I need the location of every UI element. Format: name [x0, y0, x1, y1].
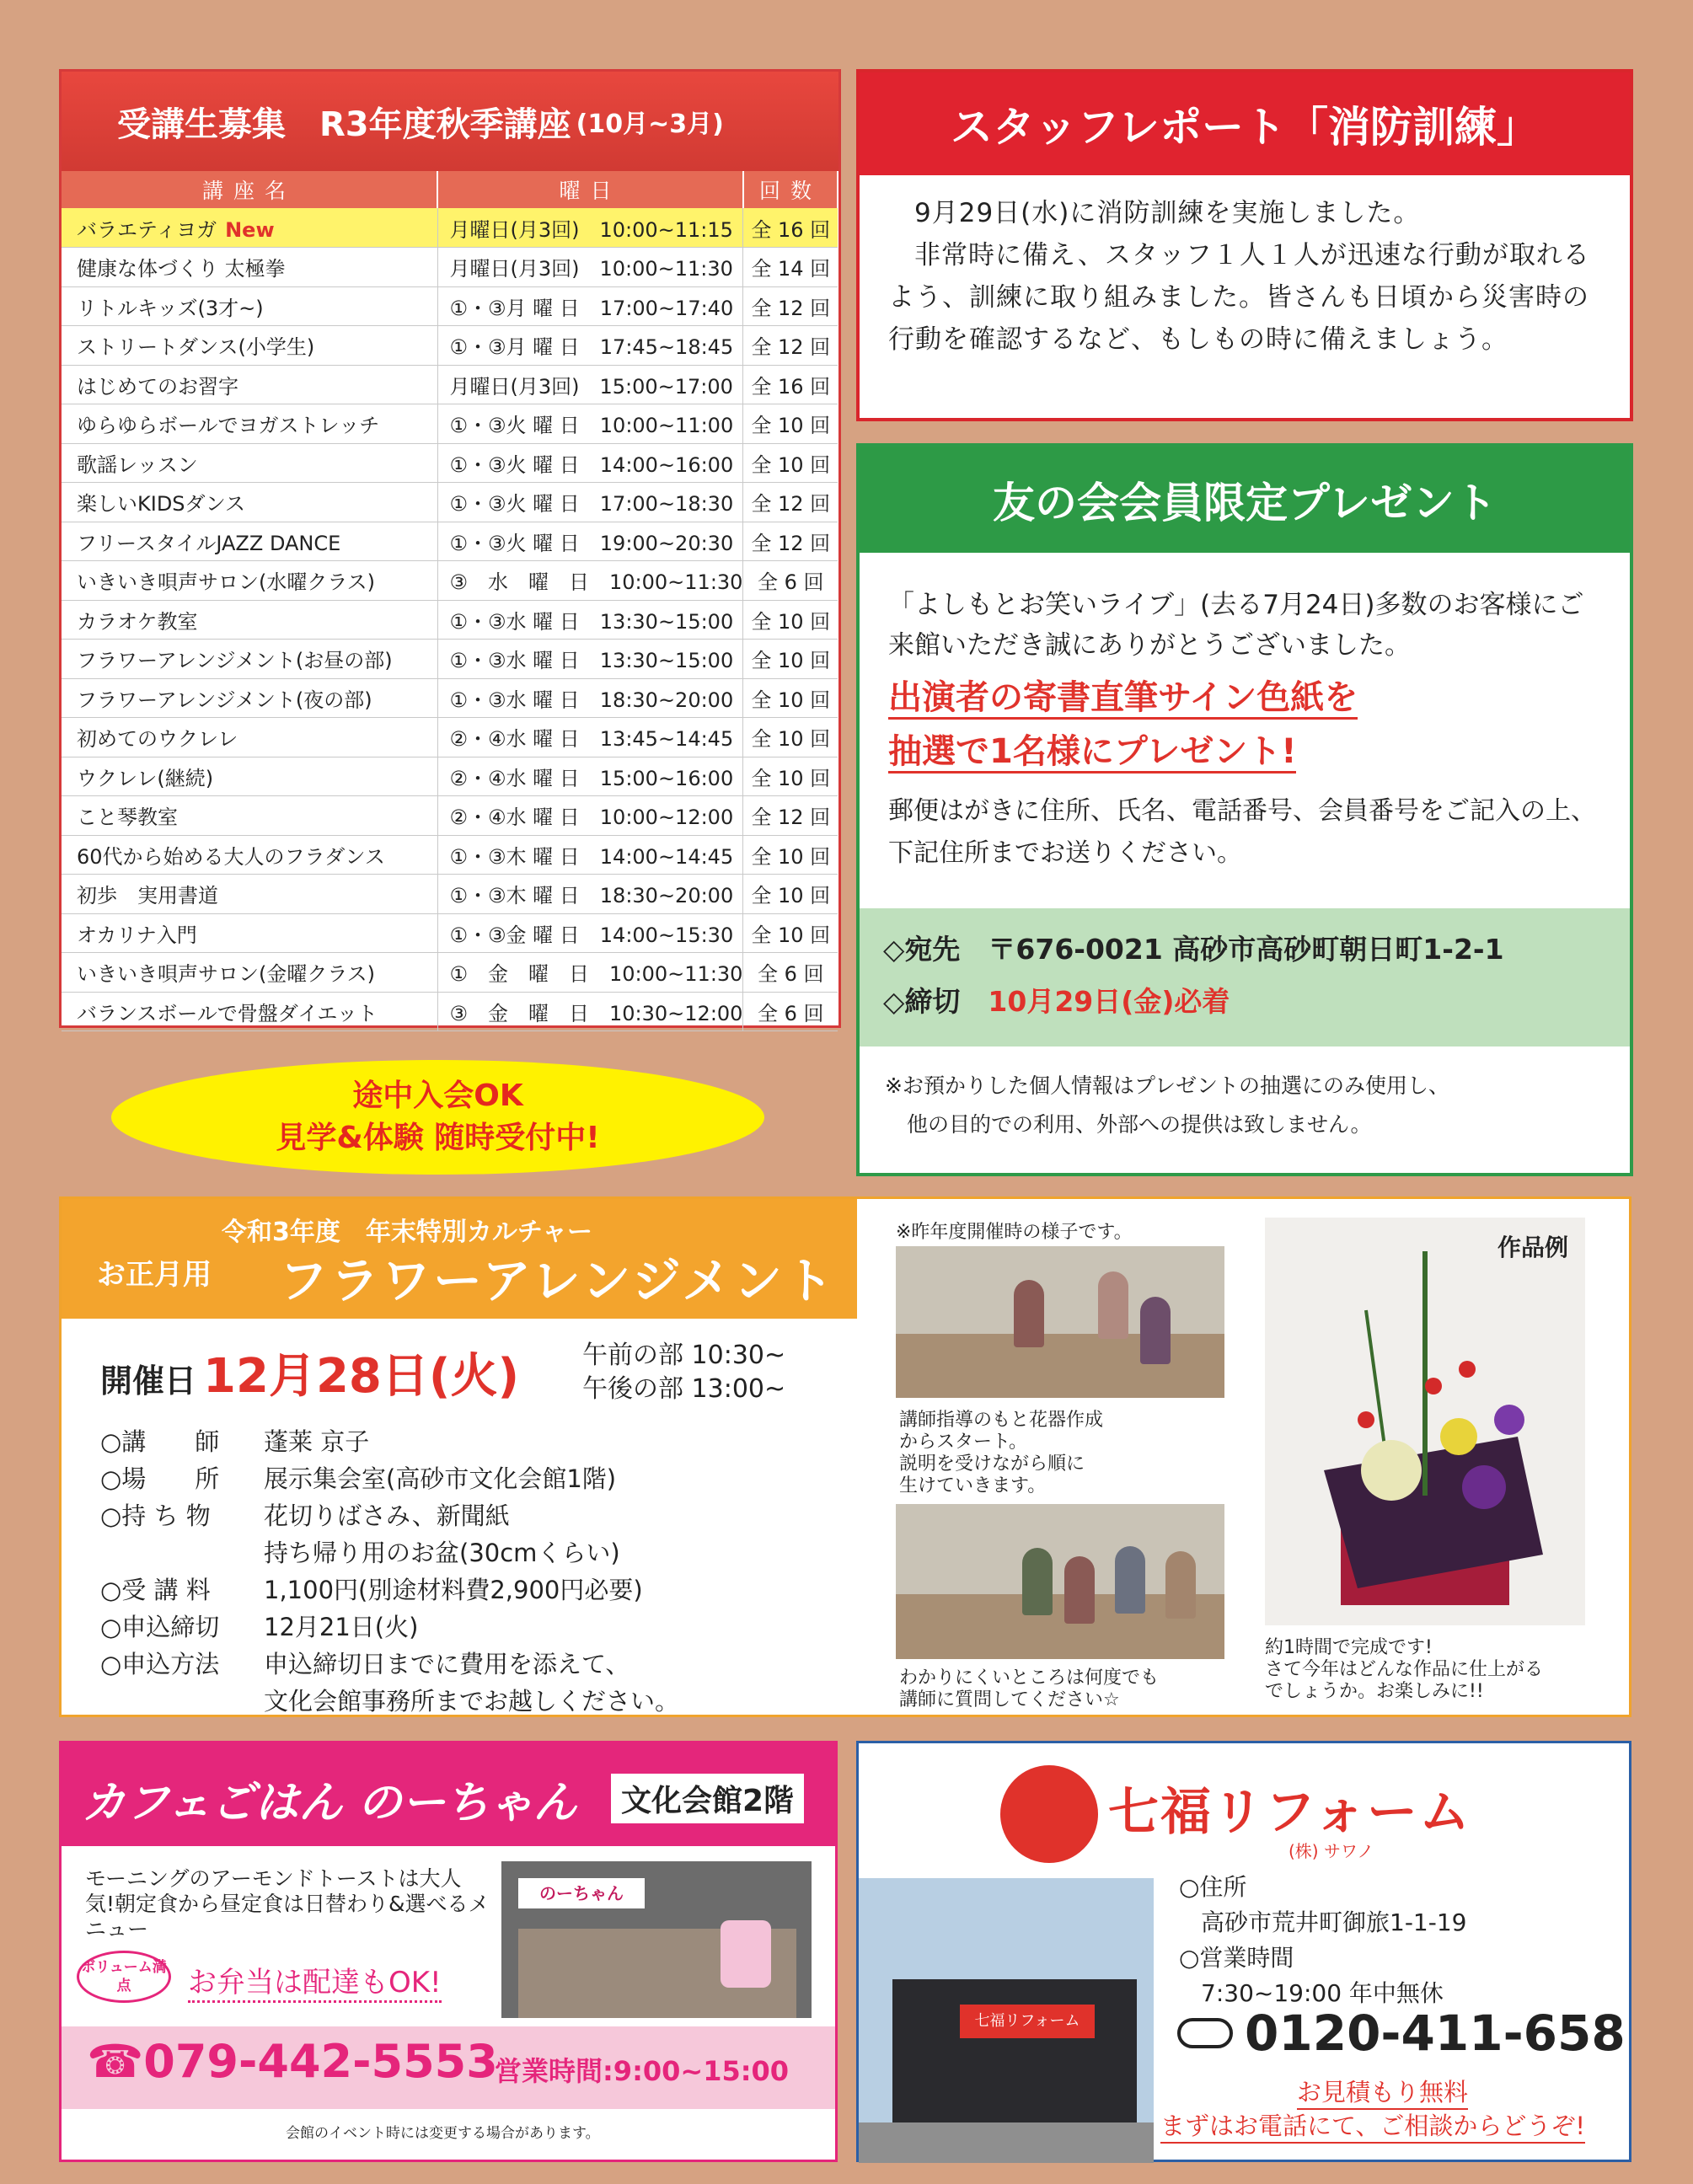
present-address-box — [860, 908, 1630, 1046]
detail-row — [100, 1609, 679, 1646]
detail-value: 蓬莱 京子 — [264, 1427, 370, 1456]
course-name — [62, 286, 437, 326]
course-name-text: フリースタイルJAZZ DANCE — [77, 531, 341, 555]
course-day: ②・④水 曜 日 13:45~14:45 — [437, 718, 743, 757]
table-row — [62, 561, 838, 601]
address-value: 〒676-0021 高砂市高砂町朝日町1-2-1 — [988, 933, 1504, 966]
course-count: 全 10 回 — [743, 600, 838, 640]
course-name-text: オカリナ入門 — [77, 923, 197, 947]
course-day: ①・③木 曜 日 18:30~20:00 — [437, 875, 743, 914]
reform-tel — [1177, 2005, 1626, 2062]
present-headline-1: 出演者の寄書直筆サイン色紙を — [888, 678, 1358, 720]
course-count: 全 10 回 — [743, 443, 838, 483]
cafe-location-tag: 文化会館2階 — [611, 1774, 804, 1823]
detail-row — [100, 1534, 679, 1571]
course-count: 全 10 回 — [743, 640, 838, 679]
volume-badge: ボリューム満点 — [77, 1951, 171, 2003]
event-times — [582, 1339, 785, 1406]
course-name-text: フラワーアレンジメント(お昼の部) — [77, 649, 393, 673]
column-header-name: 講座名 — [62, 171, 437, 208]
reform-phone: 0120-411-658 — [1245, 2005, 1626, 2062]
table-row — [62, 326, 838, 366]
course-day: ①・③月 曜 日 17:45~18:45 — [437, 326, 743, 366]
detail-row — [100, 1646, 679, 1683]
column-header-count: 回数 — [743, 171, 838, 208]
course-list-title: 受講生募集 R3年度秋季講座 — [117, 104, 571, 144]
reform-hours: 7:30~19:00 年中無休 — [1201, 1979, 1444, 2007]
detail-key — [100, 1683, 264, 1720]
course-name — [62, 835, 437, 875]
cafe-hours-note: 会館のイベント時には変更する場合があります。 — [286, 2125, 600, 2142]
course-name — [62, 208, 437, 248]
join-anytime-badge — [111, 1060, 764, 1175]
course-name — [62, 404, 437, 444]
flower-header-line-1: 令和3年度 年末特別カルチャー — [222, 1218, 592, 1247]
course-day: 月曜日(月3回) 10:00~11:30 — [437, 248, 743, 287]
course-count: 全 14 回 — [743, 248, 838, 287]
course-name-text: いきいき唄声サロン(金曜クラス) — [77, 962, 376, 987]
course-day: ①・③火 曜 日 17:00~18:30 — [437, 483, 743, 522]
table-row — [62, 678, 838, 718]
course-count: 全 6 回 — [743, 992, 838, 1031]
detail-row — [100, 1571, 679, 1609]
staff-report-title: スタッフレポート「消防訓練」 — [860, 72, 1630, 175]
badge-line-2: 見学&体験 随時受付中! — [276, 1121, 600, 1155]
table-row — [62, 757, 838, 796]
course-name — [62, 326, 437, 366]
table-row — [62, 483, 838, 522]
badge-line-1: 途中入会OK — [352, 1079, 523, 1113]
photo-caption-2: わかりにくいところは何度でも 講師に質問してください☆ — [899, 1667, 1160, 1710]
course-name — [62, 757, 437, 796]
course-count: 全 10 回 — [743, 835, 838, 875]
course-count: 全 12 回 — [743, 796, 838, 836]
flower-title: フラワーアレンジメント — [279, 1252, 837, 1309]
course-count: 全 12 回 — [743, 326, 838, 366]
detail-row — [100, 1460, 679, 1497]
course-count: 全 6 回 — [743, 953, 838, 993]
course-name — [62, 600, 437, 640]
course-day: ①・③金 曜 日 14:00~15:30 — [437, 913, 743, 953]
detail-key: ○場 所 — [100, 1464, 220, 1493]
free-estimate: お見積もり無料 — [1297, 2074, 1468, 2110]
detail-value: 花切りばさみ、新聞紙 — [264, 1502, 510, 1530]
course-day: ②・④水 曜 日 15:00~16:00 — [437, 757, 743, 796]
reform-shop-photo — [859, 1878, 1154, 2163]
course-name — [62, 678, 437, 718]
course-name — [62, 718, 437, 757]
deadline-label: ◇締切 — [883, 985, 961, 1018]
course-day: ②・④水 曜 日 10:00~12:00 — [437, 796, 743, 836]
course-name — [62, 875, 437, 914]
course-day: ①・③月 曜 日 17:00~17:40 — [437, 286, 743, 326]
reform-address-label: ○住所 — [1179, 1873, 1247, 1901]
course-name-text: ウクレレ(継続) — [77, 766, 214, 790]
detail-row — [100, 1497, 679, 1534]
table-row — [62, 404, 838, 444]
cafe-phone: ☎079-442-5553 — [87, 2035, 498, 2088]
cafe-title: カフェごはん のーちゃん — [82, 1778, 577, 1828]
address-label: ◇宛先 — [883, 933, 961, 966]
example-caption: 約1時間で完成です! さて今年はどんな作品に仕上がる でしょうか。お楽しみに!! — [1265, 1637, 1544, 1702]
course-count: 全 12 回 — [743, 286, 838, 326]
course-name — [62, 561, 437, 601]
privacy-note-1: ※お預かりした個人情報はプレゼントの抽選にのみ使用し、 — [885, 1073, 1449, 1098]
flower-arrangement-panel — [59, 1196, 1631, 1717]
member-present-panel — [856, 443, 1633, 1176]
staff-report-text-2: 非常時に備え、スタッフ１人１人が迅速な行動が取れるよう、訓練に取り組みました。皆さんも日頃から災害時の行動を確認するなど、もしもの時に備えましょう。 — [888, 240, 1590, 355]
detail-value: 持ち帰り用のお盆(30cmくらい) — [264, 1539, 620, 1567]
table-row — [62, 286, 838, 326]
detail-key: ○受 講 料 — [100, 1576, 211, 1604]
course-name-text: ストリートダンス(小学生) — [77, 335, 315, 360]
reform-ad-panel — [856, 1741, 1631, 2162]
shop-sign: 七福リフォーム — [960, 2005, 1095, 2038]
detail-key: ○講 師 — [100, 1427, 220, 1456]
course-name-text: フラワーアレンジメント(夜の部) — [77, 688, 372, 712]
course-count: 全 10 回 — [743, 875, 838, 914]
detail-value: 文化会館事務所までお越しください。 — [264, 1687, 680, 1716]
detail-row — [100, 1683, 679, 1720]
course-name-text: カラオケ教室 — [77, 609, 198, 634]
course-name-text: いきいき唄声サロン(水曜クラス) — [77, 570, 376, 595]
course-name-text: はじめてのお習字 — [77, 374, 238, 399]
course-day: ①・③水 曜 日 13:30~15:00 — [437, 640, 743, 679]
reform-address: 高砂市荒井町御旅1-1-19 — [1201, 1908, 1467, 1936]
course-name — [62, 796, 437, 836]
course-day: ① 金 曜 日 10:00~11:30 — [437, 953, 743, 993]
reform-hours-label: ○営業時間 — [1179, 1944, 1294, 1972]
flower-arrangement-illustration — [1265, 1218, 1585, 1625]
course-count: 全 16 回 — [743, 208, 838, 248]
class-photo-1 — [896, 1246, 1224, 1398]
course-name-text: 楽しいKIDSダンス — [77, 492, 246, 517]
course-list-period: (10月~3月) — [576, 110, 724, 139]
course-day: 月曜日(月3回) 10:00~11:15 — [437, 208, 743, 248]
reform-company: (株) サワノ — [1289, 1841, 1374, 1861]
table-row — [62, 875, 838, 914]
morning-session: 午前の部 10:30~ — [582, 1341, 786, 1370]
detail-value: 12月21日(火) — [264, 1613, 419, 1641]
detail-key: ○申込方法 — [100, 1650, 220, 1678]
course-name — [62, 953, 437, 993]
course-name-text: バラエティヨガ — [77, 217, 217, 242]
privacy-note — [885, 1067, 1449, 1144]
present-headline-2: 抽選で1名様にプレゼント! — [888, 732, 1296, 774]
table-row — [62, 992, 838, 1031]
course-name — [62, 522, 437, 561]
example-work-photo — [1265, 1218, 1585, 1625]
table-row — [62, 443, 838, 483]
flower-header — [62, 1199, 857, 1319]
cafe-delivery: お弁当は配達もOK! — [188, 1959, 442, 2003]
course-count: 全 10 回 — [743, 718, 838, 757]
detail-value: 展示集会室(高砂市文化会館1階) — [264, 1464, 617, 1493]
table-row — [62, 913, 838, 953]
detail-key: ○持 ち 物 — [100, 1502, 211, 1530]
detail-key: ○申込締切 — [100, 1613, 220, 1641]
class-photo-2 — [896, 1504, 1224, 1659]
course-day: ①・③水 曜 日 13:30~15:00 — [437, 600, 743, 640]
course-name — [62, 483, 437, 522]
course-day: ①・③木 曜 日 14:00~14:45 — [437, 835, 743, 875]
course-name — [62, 640, 437, 679]
detail-row — [100, 1423, 679, 1460]
course-name-text: ゆらゆらボールでヨガストレッチ — [77, 414, 380, 438]
course-name-text: バランスボールで骨盤ダイエット — [77, 1001, 378, 1025]
course-day: ①・③火 曜 日 19:00~20:30 — [437, 522, 743, 561]
course-name — [62, 913, 437, 953]
reform-logo-icon — [1000, 1765, 1098, 1863]
detail-value: 申込締切日までに費用を添えて、 — [264, 1650, 630, 1678]
course-list-header — [62, 72, 838, 171]
course-name-text: 歌謡レッスン — [77, 452, 198, 477]
table-row — [62, 953, 838, 993]
detail-value: 1,100円(別途材料費2,900円必要) — [264, 1576, 643, 1604]
course-day: ①・③火 曜 日 10:00~11:00 — [437, 404, 743, 444]
table-row — [62, 718, 838, 757]
call-prompt: まずはお電話にて、ご相談からどうぞ! — [1160, 2107, 1585, 2144]
course-count: 全 10 回 — [743, 757, 838, 796]
reform-info — [1179, 1870, 1466, 2011]
course-day: ③ 水 曜 日 10:00~11:30 — [437, 561, 743, 601]
staff-report-text-1: 9月29日(水)に消防訓練を実施しました。 — [914, 198, 1421, 228]
freedial-icon — [1177, 2018, 1233, 2048]
member-present-title: 友の会会員限定プレゼント — [860, 447, 1630, 553]
photo-note: ※昨年度開催時の様子です。 — [896, 1222, 1133, 1243]
table-row — [62, 835, 838, 875]
event-date-label: 開催日 — [100, 1362, 197, 1400]
course-day: 月曜日(月3回) 15:00~17:00 — [437, 365, 743, 404]
table-row — [62, 208, 838, 248]
course-count: 全 6 回 — [743, 561, 838, 601]
reform-name: 七福リフォーム — [1108, 1783, 1471, 1842]
column-header-day: 曜日 — [437, 171, 743, 208]
event-date — [100, 1339, 519, 1406]
afternoon-session: 午後の部 13:00~ — [582, 1374, 786, 1404]
course-day: ①・③水 曜 日 18:30~20:00 — [437, 678, 743, 718]
course-count: 全 10 回 — [743, 404, 838, 444]
privacy-note-2: 他の目的での利用、外部への提供は致しません。 — [907, 1112, 1372, 1137]
cafe-photo — [501, 1861, 812, 2018]
course-name — [62, 443, 437, 483]
course-count: 全 12 回 — [743, 522, 838, 561]
course-count: 全 12 回 — [743, 483, 838, 522]
course-name-text: リトルキッズ(3才~) — [77, 296, 264, 320]
course-name-text: 健康な体づくり 太極拳 — [77, 257, 286, 281]
cafe-sign: のーちゃん — [518, 1878, 645, 1908]
flower-header-line-2: お正月用 — [97, 1258, 212, 1292]
deadline-value: 10月29日(金)必着 — [988, 985, 1230, 1018]
course-name-text: こと琴教室 — [77, 806, 178, 830]
course-count: 全 16 回 — [743, 365, 838, 404]
course-day: ③ 金 曜 日 10:30~12:00 — [437, 992, 743, 1031]
cafe-panel — [59, 1741, 838, 2162]
table-row — [62, 796, 838, 836]
cafe-description: モーニングのアーモンドトーストは大人気!朝定食から昼定食は日替わり&選べるメニュー — [85, 1866, 490, 1941]
table-row — [62, 522, 838, 561]
course-name-text: 初歩 実用書道 — [77, 884, 218, 908]
photo-caption-1: 講師指導のもと花器作成 からスタート。 説明を受けながら順に 生けていきます。 — [899, 1410, 1104, 1496]
present-instructions: 郵便はがきに住所、氏名、電話番号、会員番号をご記入の上、下記住所までお送りください。 — [888, 796, 1596, 868]
course-list-panel — [59, 69, 841, 1028]
table-row — [62, 600, 838, 640]
course-name-text: 初めてのウクレレ — [77, 727, 238, 752]
course-name — [62, 365, 437, 404]
course-count: 全 10 回 — [743, 678, 838, 718]
detail-key — [100, 1534, 264, 1571]
table-row — [62, 365, 838, 404]
cafe-header — [62, 1743, 835, 1846]
table-row — [62, 640, 838, 679]
course-count: 全 10 回 — [743, 913, 838, 953]
staff-report-panel — [856, 69, 1633, 421]
new-tag: New — [225, 217, 275, 242]
table-row — [62, 248, 838, 287]
example-work-label: 作品例 — [1497, 1234, 1568, 1261]
present-headline — [860, 666, 1630, 779]
event-details — [100, 1423, 679, 1720]
course-name — [62, 992, 437, 1031]
course-day: ①・③火 曜 日 14:00~16:00 — [437, 443, 743, 483]
course-table — [62, 171, 838, 1031]
course-name — [62, 248, 437, 287]
event-date-value: 12月28日(火) — [203, 1349, 520, 1404]
present-intro: 「よしもとお笑いライブ」(去る7月24日)多数のお客様にご来館いただき誠にありがとうございました。 — [888, 590, 1584, 661]
cafe-hours: 営業時間:9:00~15:00 — [495, 2055, 790, 2087]
course-name-text: 60代から始める大人のフラダンス — [77, 844, 385, 869]
